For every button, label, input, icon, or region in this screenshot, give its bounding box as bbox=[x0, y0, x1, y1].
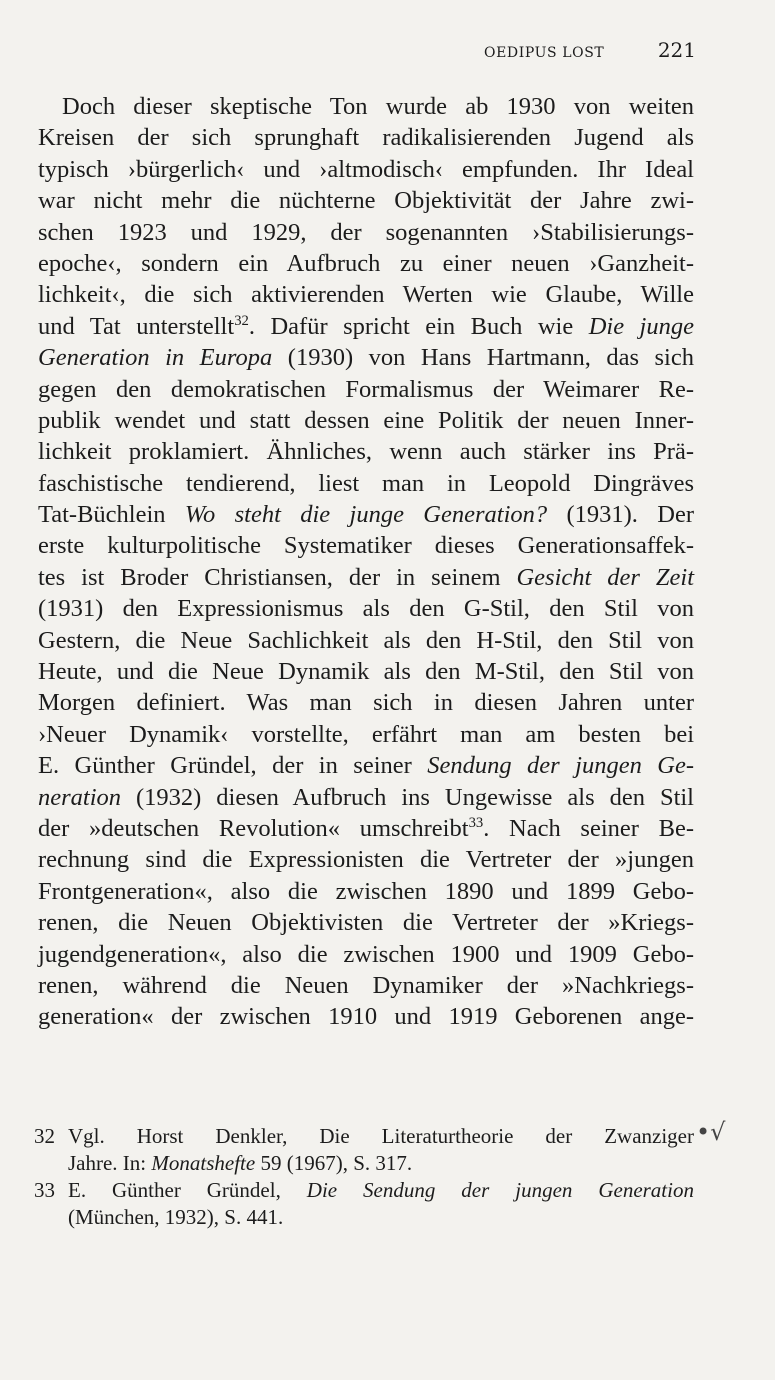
text-run: schen 1923 und 1929, der sogenannten ›Stabilisierungs- bbox=[38, 218, 694, 246]
text-run: (1931) den Expressionismus als den G-Stil, den Stil von bbox=[38, 595, 694, 623]
footnote-line bbox=[68, 1150, 694, 1177]
text-line bbox=[38, 844, 694, 875]
text-run: der »deutschen Revolution« umschreibt bbox=[38, 814, 469, 842]
footnote-ref-32: 32 bbox=[234, 312, 249, 329]
text-line bbox=[38, 154, 694, 185]
text-run: Gestern, die Neue Sachlichkeit als den H-Stil, den Stil von bbox=[38, 626, 694, 654]
text-run: Frontgeneration«, also die zwischen 1890 und 1899 Gebo- bbox=[38, 877, 694, 905]
text-line bbox=[38, 374, 694, 405]
text-line bbox=[38, 91, 694, 122]
text-line bbox=[38, 342, 694, 373]
text-run: Morgen definiert. Was man sich in diesen Jahren unter bbox=[38, 689, 694, 717]
text-line bbox=[38, 687, 694, 718]
text-line bbox=[38, 122, 694, 153]
text-line bbox=[38, 279, 694, 310]
book-title: Die junge bbox=[588, 312, 694, 340]
text-run: tes ist Broder Christiansen, der in seinem bbox=[38, 563, 517, 591]
text-line bbox=[38, 562, 694, 593]
text-run: Tat-Büchlein bbox=[38, 501, 185, 529]
text-line bbox=[38, 593, 694, 624]
text-run: gegen den demokratischen Formalismus der Weimarer Re- bbox=[38, 375, 694, 403]
text-run: jugendgeneration«, also die zwischen 1900 und 1909 Gebo- bbox=[38, 940, 694, 968]
book-title: Wo steht die junge Generation? bbox=[184, 501, 548, 529]
footnote-line bbox=[68, 1177, 694, 1204]
footnote-number: 33 bbox=[34, 1178, 55, 1202]
text-line bbox=[38, 939, 694, 970]
text-line bbox=[38, 813, 694, 844]
text-line bbox=[38, 1001, 694, 1032]
book-title: Die Sendung der jungen Generation bbox=[306, 1178, 694, 1202]
text-run: ›Neuer Dynamik‹ vorstellte, erfährt man am besten bei bbox=[38, 720, 694, 748]
running-head bbox=[484, 38, 696, 62]
text-run: Heute, und die Neue Dynamik als den M-Stil, den Stil von bbox=[38, 658, 694, 686]
book-title: Sendung der jungen Ge- bbox=[427, 752, 694, 780]
text-run: epoche‹, sondern ein Aufbruch zu einer neuen ›Ganzheit- bbox=[38, 249, 694, 277]
text-run: 59 (1967), S. 317. bbox=[255, 1151, 413, 1175]
text-line bbox=[38, 530, 694, 561]
text-line bbox=[38, 656, 694, 687]
text-line bbox=[38, 625, 694, 656]
footnotes bbox=[34, 1123, 694, 1231]
text-run: . Nach seiner Be- bbox=[483, 814, 694, 842]
text-run: E. Günther Gründel, bbox=[68, 1178, 307, 1202]
text-run: Jahre. In: bbox=[68, 1151, 152, 1175]
footnote-line bbox=[68, 1123, 694, 1150]
footnote-number: 32 bbox=[34, 1124, 55, 1148]
text-line bbox=[38, 185, 694, 216]
pencil-check-mark: •√ bbox=[696, 1118, 726, 1146]
book-title: Gesicht der Zeit bbox=[516, 563, 694, 591]
body-paragraph bbox=[38, 91, 694, 1033]
book-title: Generation in Europa bbox=[38, 344, 273, 372]
text-line bbox=[38, 876, 694, 907]
text-run: Kreisen der sich sprunghaft radikalisierenden Jugend als bbox=[38, 124, 694, 152]
text-run: (München, 1932), S. 441. bbox=[68, 1205, 284, 1229]
text-run: lichkeit‹, die sich aktivierenden Werten wie Glaube, Wille bbox=[38, 281, 694, 309]
running-head-title: OEDIPUS LOST bbox=[484, 45, 605, 61]
text-line bbox=[38, 248, 694, 279]
text-run: typisch ›bürgerlich‹ und ›altmodisch‹ empfunden. Ihr Ideal bbox=[38, 155, 694, 183]
text-run: und Tat unterstellt bbox=[38, 312, 235, 340]
book-title: neration bbox=[38, 783, 122, 811]
text-run: war nicht mehr die nüchterne Objektivität der Jahre zwi- bbox=[38, 187, 694, 215]
text-line bbox=[38, 311, 694, 342]
text-run: lichkeit proklamiert. Ähnliches, wenn auch stärker ins Prä- bbox=[38, 438, 694, 466]
text-line bbox=[38, 970, 694, 1001]
text-run: Vgl. Horst Denkler, Die Literaturtheorie der Zwanziger bbox=[68, 1124, 694, 1148]
text-line bbox=[38, 436, 694, 467]
page-number: 221 bbox=[657, 38, 696, 62]
text-run: faschistische tendierend, liest man in Leopold Dingräves bbox=[38, 469, 694, 497]
text-run: generation« der zwischen 1910 und 1919 Geborenen ange- bbox=[38, 1003, 694, 1031]
footnote-ref-33: 33 bbox=[468, 814, 484, 831]
text-run: (1932) diesen Aufbruch ins Ungewisse als den Stil bbox=[121, 783, 694, 811]
text-line bbox=[38, 719, 694, 750]
text-line bbox=[38, 468, 694, 499]
text-run: (1931). Der bbox=[547, 501, 694, 529]
footnote-33 bbox=[34, 1177, 694, 1231]
text-line bbox=[38, 750, 694, 781]
text-line bbox=[38, 217, 694, 248]
text-run: E. Günther Gründel, der in seiner bbox=[38, 752, 428, 780]
journal-title: Monatshefte bbox=[151, 1151, 256, 1175]
text-line bbox=[38, 499, 694, 530]
text-line bbox=[38, 405, 694, 436]
text-run: (1930) von Hans Hartmann, das sich bbox=[272, 344, 694, 372]
footnote-32 bbox=[34, 1123, 694, 1177]
text-run: renen, während die Neuen Dynamiker der »Nachkriegs- bbox=[38, 971, 694, 999]
text-line bbox=[38, 907, 694, 938]
text-run: erste kulturpolitische Systematiker dieses Generationsaffek- bbox=[38, 532, 694, 560]
text-run: rechnung sind die Expressionisten die Vertreter der »jungen bbox=[38, 846, 694, 874]
text-run: . Dafür spricht ein Buch wie bbox=[248, 312, 589, 340]
text-run: Doch dieser skeptische Ton wurde ab 1930 von weiten bbox=[62, 93, 694, 120]
footnote-line bbox=[68, 1204, 694, 1231]
text-run: renen, die Neuen Objektivisten die Vertreter der »Kriegs- bbox=[38, 909, 694, 937]
text-line bbox=[38, 782, 694, 813]
text-run: publik wendet und statt dessen eine Politik der neuen Inner- bbox=[38, 406, 694, 434]
